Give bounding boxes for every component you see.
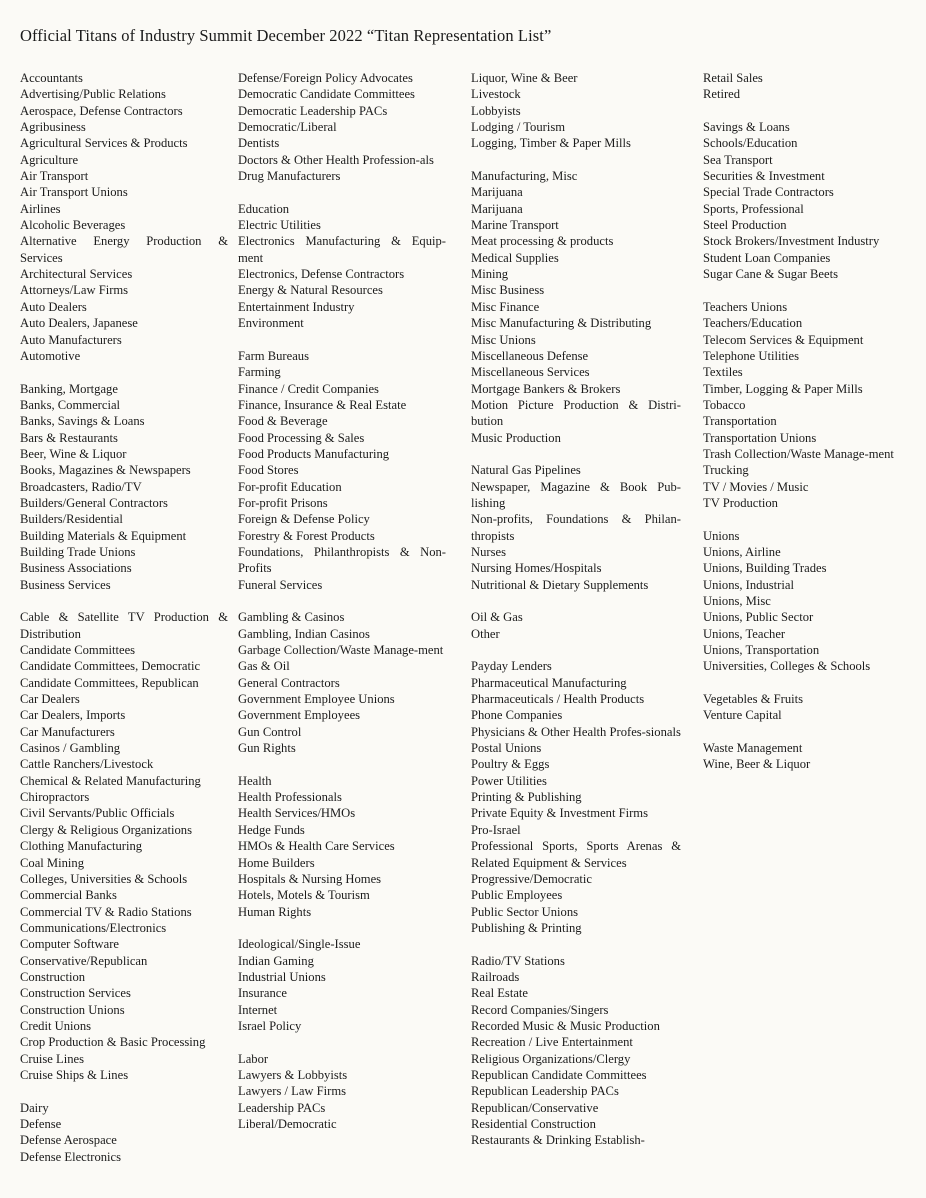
list-entry: Oil & Gas: [471, 610, 523, 625]
list-entry: Unions, Industrial: [703, 577, 794, 592]
list-entry: Energy & Natural Resources: [238, 283, 383, 298]
list-entry: Agribusiness: [20, 120, 86, 135]
list-entry: Printing & Publishing: [471, 790, 582, 805]
list-entry: Republican/Conservative: [471, 1100, 599, 1115]
list-entry: Computer Software: [20, 937, 119, 952]
list-entry: Indian Gaming: [238, 953, 314, 968]
list-entry: Tobacco: [703, 397, 746, 412]
list-entry: Finance / Credit Companies: [238, 381, 379, 396]
list-entry: Pharmaceutical Manufacturing: [471, 675, 627, 690]
group-spacer: [20, 593, 228, 609]
list-entry: Power Utilities: [471, 773, 547, 788]
list-entry: Residential Construction: [471, 1117, 596, 1131]
list-entry: Electronics, Defense Contractors: [238, 267, 405, 282]
list-entry: Special Trade Contractors: [703, 185, 834, 200]
list-entry: Hedge Funds: [238, 822, 305, 837]
list-entry: Government Employees: [238, 708, 361, 723]
list-entry: Farm Bureaus: [238, 348, 309, 363]
list-entry: Chiropractors: [20, 790, 90, 805]
list-entry: Marine Transport: [471, 218, 559, 233]
list-entry: Unions: [703, 528, 740, 543]
list-entry: Liquor, Wine & Beer: [471, 71, 578, 85]
list-entry: Religious Organizations/Clergy: [471, 1051, 631, 1066]
list-entry: Candidate Committees, Democratic: [20, 659, 201, 674]
list-entry: HMOs & Health Care Services: [238, 839, 395, 854]
list-entry: Lawyers / Law Firms: [238, 1084, 347, 1099]
list-entry: Payday Lenders: [471, 659, 552, 674]
list-entry: Miscellaneous Defense: [471, 348, 589, 363]
list-entry: Recreation / Live Entertainment: [471, 1035, 633, 1050]
list-entry: Unions, Building Trades: [703, 561, 827, 576]
group-spacer: [703, 511, 915, 527]
list-entry: Building Materials & Equipment: [20, 528, 187, 543]
list-entry: Defense/Foreign Policy Advocates: [238, 71, 413, 85]
list-column-3: [471, 70, 681, 1149]
list-entry: Postal Unions: [471, 741, 542, 756]
list-entry: Chemical & Related Manufacturing: [20, 773, 201, 788]
list-entry: Ideological/Single-Issue: [238, 937, 361, 952]
list-entry: Internet: [238, 1002, 278, 1017]
list-entry: Candidate Committees: [20, 643, 136, 658]
list-entry: Architectural Services: [20, 267, 133, 282]
list-entry: Lodging / Tourism: [471, 120, 566, 135]
list-entry: Dentists: [238, 136, 280, 151]
list-entry: Garbage Collection/Waste Manage-ment: [238, 643, 444, 658]
list-entry: Israel Policy: [238, 1018, 302, 1033]
list-entry: TV Production: [703, 495, 778, 510]
list-entry: Student Loan Companies: [703, 250, 831, 265]
list-entry: Universities, Colleges & Schools: [703, 659, 871, 674]
list-entry: Non-profits, Foundations & Philan-thropists: [471, 512, 681, 543]
list-entry: Finance, Insurance & Real Estate: [238, 397, 407, 412]
list-entry: Construction: [20, 969, 86, 984]
group-spacer: [238, 593, 446, 609]
group-spacer: [20, 364, 228, 380]
list-entry: Banks, Commercial: [20, 397, 121, 412]
list-entry: Foundations, Philanthropists & Non-Profits: [238, 544, 446, 576]
list-entry: Retail Sales: [703, 71, 763, 85]
group-spacer: [238, 1034, 446, 1050]
list-entry: Private Equity & Investment Firms: [471, 806, 648, 821]
list-entry: Public Sector Unions: [471, 904, 579, 919]
list-entry: Recorded Music & Music Production: [471, 1018, 660, 1033]
document-title: Official Titans of Industry Summit December 2022 “Titan Representation List”: [20, 26, 552, 45]
group-spacer: [703, 103, 915, 119]
list-entry: Dairy: [20, 1100, 49, 1115]
list-entry: Funeral Services: [238, 577, 323, 592]
list-entry: Electronics Manufacturing & Equip-ment: [238, 234, 446, 265]
list-entry: Conservative/Republican: [20, 953, 148, 968]
group-spacer: [703, 675, 915, 691]
list-entry: Phone Companies: [471, 708, 563, 723]
list-entry: Radio/TV Stations: [471, 953, 565, 968]
list-column-2: [238, 70, 446, 1132]
list-entry: Human Rights: [238, 904, 312, 919]
list-entry: Business Services: [20, 577, 111, 592]
list-entry: Medical Supplies: [471, 250, 559, 265]
list-entry: Publishing & Printing: [471, 920, 582, 935]
list-entry: Agricultural Services & Products: [20, 136, 188, 151]
group-spacer: [471, 152, 681, 168]
list-entry: Banking, Mortgage: [20, 381, 118, 396]
list-entry: Steel Production: [703, 218, 787, 233]
list-entry: Clothing Manufacturing: [20, 839, 143, 854]
list-entry: Food & Beverage: [238, 414, 328, 429]
list-entry: Sugar Cane & Sugar Beets: [703, 267, 839, 282]
list-entry: Foreign & Defense Policy: [238, 512, 370, 527]
list-column-4: [703, 70, 915, 773]
list-entry: Nurses: [471, 544, 506, 559]
list-entry: Professional Sports, Sports Arenas & Related Equipment & Services: [471, 839, 681, 870]
list-entry: Textiles: [703, 365, 743, 380]
list-entry: Health: [238, 773, 272, 788]
list-entry: Food Products Manufacturing: [238, 446, 390, 461]
list-entry: Business Associations: [20, 561, 132, 576]
list-entry: Other: [471, 626, 500, 641]
list-entry: Nursing Homes/Hospitals: [471, 561, 602, 576]
list-entry: Forestry & Forest Products: [238, 528, 375, 543]
list-entry: Liberal/Democratic: [238, 1117, 337, 1131]
list-entry: Health Professionals: [238, 790, 342, 805]
list-entry: Real Estate: [471, 986, 528, 1001]
list-entry: Securities & Investment: [703, 169, 825, 184]
list-entry: Sports, Professional: [703, 201, 804, 216]
list-entry: Farming: [238, 365, 281, 380]
list-entry: Sea Transport: [703, 152, 773, 167]
list-entry: Poultry & Eggs: [471, 757, 550, 772]
list-entry: Commercial Banks: [20, 888, 117, 903]
list-entry: Books, Magazines & Newspapers: [20, 463, 191, 478]
list-entry: Republican Leadership PACs: [471, 1084, 619, 1099]
list-entry: Democratic/Liberal: [238, 120, 337, 135]
group-spacer: [703, 724, 915, 740]
list-entry: Gun Control: [238, 724, 302, 739]
list-entry: Defense: [20, 1117, 62, 1131]
list-entry: Defense Aerospace: [20, 1133, 117, 1148]
list-entry: Lobbyists: [471, 103, 521, 118]
list-entry: Natural Gas Pipelines: [471, 463, 581, 478]
list-entry: Construction Unions: [20, 1002, 125, 1017]
list-entry: For-profit Education: [238, 479, 342, 494]
list-entry: Democratic Candidate Committees: [238, 87, 415, 102]
list-entry: Bars & Restaurants: [20, 430, 118, 445]
list-entry: Industrial Unions: [238, 969, 326, 984]
list-entry: Builders/Residential: [20, 512, 123, 527]
list-entry: Mortgage Bankers & Brokers: [471, 381, 621, 396]
list-entry: Doctors & Other Health Profession-als: [238, 152, 434, 167]
list-entry: Telephone Utilities: [703, 348, 799, 363]
list-entry: Car Manufacturers: [20, 724, 115, 739]
list-entry: TV / Movies / Music: [703, 479, 809, 494]
list-entry: Aerospace, Defense Contractors: [20, 103, 183, 118]
list-entry: Auto Manufacturers: [20, 332, 122, 347]
list-entry: Misc Finance: [471, 299, 540, 314]
list-entry: Pharmaceuticals / Health Products: [471, 692, 645, 707]
list-entry: Builders/General Contractors: [20, 495, 168, 510]
list-entry: Gas & Oil: [238, 659, 290, 674]
group-spacer: [238, 332, 446, 348]
list-entry: Democratic Leadership PACs: [238, 103, 388, 118]
list-entry: Marijuana: [471, 201, 523, 216]
list-entry: Crop Production & Basic Processing: [20, 1035, 206, 1050]
list-entry: Candidate Committees, Republican: [20, 675, 199, 690]
list-entry: Music Production: [471, 430, 561, 445]
list-entry: Air Transport: [20, 169, 89, 184]
list-entry: Venture Capital: [703, 708, 782, 723]
group-spacer: [238, 920, 446, 936]
list-entry: Insurance: [238, 986, 287, 1001]
list-entry: Labor: [238, 1051, 269, 1066]
list-entry: Food Processing & Sales: [238, 430, 365, 445]
list-entry: Car Dealers, Imports: [20, 708, 126, 723]
list-entry: Agriculture: [20, 152, 79, 167]
list-entry: Hotels, Motels & Tourism: [238, 888, 370, 903]
list-entry: Defense Electronics: [20, 1149, 122, 1164]
list-entry: Environment: [238, 316, 304, 331]
list-entry: Advertising/Public Relations: [20, 87, 166, 102]
list-entry: Miscellaneous Services: [471, 365, 590, 380]
list-entry: Auto Dealers: [20, 299, 87, 314]
list-entry: Progressive/Democratic: [471, 871, 592, 886]
list-entry: Attorneys/Law Firms: [20, 283, 129, 298]
list-column-1: [20, 70, 228, 1165]
list-entry: Misc Business: [471, 283, 545, 298]
list-entry: General Contractors: [238, 675, 340, 690]
list-entry: Restaurants & Drinking Establish-: [471, 1133, 645, 1148]
list-entry: Unions, Public Sector: [703, 610, 814, 625]
list-entry: Auto Dealers, Japanese: [20, 316, 138, 331]
list-entry: Motion Picture Production & Distri-bution: [471, 397, 681, 429]
list-entry: Misc Unions: [471, 332, 536, 347]
list-entry: Record Companies/Singers: [471, 1002, 609, 1017]
list-entry: Newspaper, Magazine & Book Pub-lishing: [471, 479, 681, 510]
list-entry: Electric Utilities: [238, 218, 321, 233]
list-entry: Entertainment Industry: [238, 299, 355, 314]
list-entry: Marijuana: [471, 185, 523, 200]
list-entry: Hospitals & Nursing Homes: [238, 871, 382, 886]
list-entry: Cruise Lines: [20, 1051, 85, 1066]
group-spacer: [471, 593, 681, 609]
list-entry: Construction Services: [20, 986, 131, 1001]
list-entry: Clergy & Religious Organizations: [20, 822, 192, 837]
list-entry: Public Employees: [471, 888, 563, 903]
list-entry: Car Dealers: [20, 692, 80, 707]
list-entry: Gambling & Casinos: [238, 610, 345, 625]
list-entry: Accountants: [20, 71, 83, 85]
list-entry: Leadership PACs: [238, 1100, 326, 1115]
list-entry: Logging, Timber & Paper Mills: [471, 136, 631, 151]
list-entry: Banks, Savings & Loans: [20, 414, 145, 429]
list-entry: Education: [238, 201, 290, 216]
list-entry: Cruise Ships & Lines: [20, 1067, 129, 1082]
list-entry: Teachers Unions: [703, 299, 788, 314]
list-entry: Air Transport Unions: [20, 185, 128, 200]
list-entry: Drug Manufacturers: [238, 169, 341, 184]
list-entry: Waste Management: [703, 741, 803, 756]
group-spacer: [703, 282, 915, 298]
list-entry: Trucking: [703, 463, 749, 478]
list-entry: Alternative Energy Production & Services: [20, 234, 228, 265]
list-entry: Civil Servants/Public Officials: [20, 806, 175, 821]
list-entry: Beer, Wine & Liquor: [20, 446, 127, 461]
group-spacer: [471, 936, 681, 952]
list-entry: Unions, Teacher: [703, 626, 786, 641]
list-entry: Retired: [703, 87, 741, 102]
list-entry: Unions, Transportation: [703, 643, 820, 658]
list-entry: Government Employee Unions: [238, 692, 395, 707]
list-entry: Casinos / Gambling: [20, 741, 121, 756]
list-entry: Stock Brokers/Investment Industry: [703, 234, 880, 249]
list-entry: Manufacturing, Misc: [471, 169, 578, 184]
list-entry: Railroads: [471, 969, 520, 984]
list-entry: Savings & Loans: [703, 120, 790, 135]
list-entry: Unions, Airline: [703, 544, 781, 559]
list-entry: Commercial TV & Radio Stations: [20, 904, 192, 919]
group-spacer: [238, 184, 446, 200]
list-entry: Lawyers & Lobbyists: [238, 1067, 348, 1082]
group-spacer: [20, 1083, 228, 1099]
list-entry: Physicians & Other Health Profes-sionals: [471, 724, 681, 739]
list-entry: Communications/Electronics: [20, 920, 167, 935]
list-entry: Transportation Unions: [703, 430, 817, 445]
list-entry: Broadcasters, Radio/TV: [20, 479, 142, 494]
list-entry: Transportation: [703, 414, 777, 429]
group-spacer: [471, 642, 681, 658]
list-entry: Mining: [471, 267, 509, 282]
list-entry: Colleges, Universities & Schools: [20, 871, 188, 886]
list-entry: Coal Mining: [20, 855, 85, 870]
list-entry: Unions, Misc: [703, 594, 771, 608]
list-entry: Credit Unions: [20, 1018, 92, 1033]
list-entry: Cattle Ranchers/Livestock: [20, 757, 154, 772]
list-entry: Wine, Beer & Liquor: [703, 757, 811, 772]
list-entry: Health Services/HMOs: [238, 806, 356, 821]
list-entry: Timber, Logging & Paper Mills: [703, 381, 863, 396]
list-entry: Home Builders: [238, 855, 315, 870]
list-entry: Gambling, Indian Casinos: [238, 626, 370, 641]
list-entry: Misc Manufacturing & Distributing: [471, 316, 652, 331]
list-entry: Pro-Israel: [471, 822, 521, 837]
list-entry: Cable & Satellite TV Production & Distribution: [20, 610, 228, 641]
list-entry: Alcoholic Beverages: [20, 218, 126, 233]
list-entry: Livestock: [471, 87, 521, 102]
list-entry: Vegetables & Fruits: [703, 692, 804, 707]
list-entry: Food Stores: [238, 463, 299, 478]
group-spacer: [238, 756, 446, 772]
list-entry: Trash Collection/Waste Manage-ment: [703, 446, 894, 461]
list-entry: Schools/Education: [703, 136, 798, 151]
list-entry: Airlines: [20, 201, 61, 216]
list-entry: Telecom Services & Equipment: [703, 332, 864, 347]
list-entry: Teachers/Education: [703, 316, 803, 331]
list-entry: Building Trade Unions: [20, 544, 136, 559]
list-entry: For-profit Prisons: [238, 495, 328, 510]
list-entry: Republican Candidate Committees: [471, 1067, 647, 1082]
list-entry: Meat processing & products: [471, 234, 614, 249]
list-entry: Nutritional & Dietary Supplements: [471, 577, 649, 592]
group-spacer: [471, 446, 681, 462]
list-entry: Automotive: [20, 348, 81, 363]
list-entry: Gun Rights: [238, 741, 296, 756]
